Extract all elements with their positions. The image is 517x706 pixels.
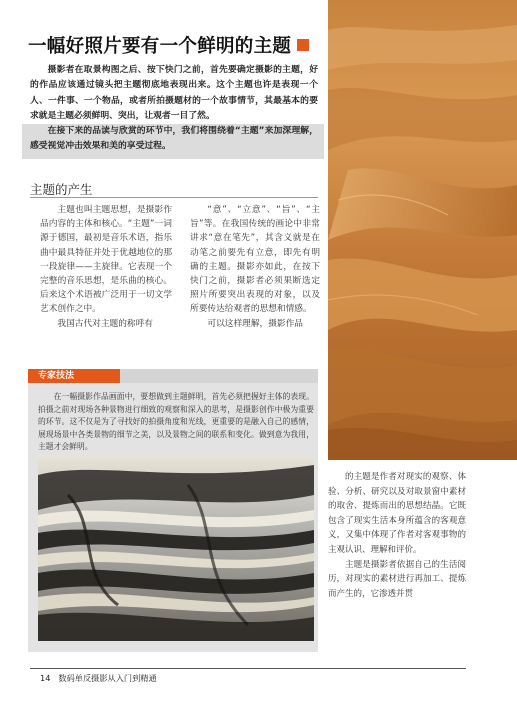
- section-heading: 主题的产生: [30, 182, 93, 197]
- page-footer: [40, 673, 157, 684]
- intro-lead: 摄影者在取景构图之后、按下快门之前，首先要确定摄影的主题，好的作品应该通过镜头把主题彻底地表现出来。这个主题也许是表现一个人、一件事、一个物品，或者所拍摄题材的一个故事情节，其最基本的要求就是主题必须鲜明、突出，让观者一目了然。: [30, 65, 318, 121]
- page-title: [28, 32, 318, 58]
- book-title: 数码单反摄影从入门到精通: [58, 673, 157, 683]
- text-column-far-right: [328, 470, 466, 601]
- rice-terraces-photo: [38, 455, 314, 641]
- paragraph: 可以这样理解，摄影作品: [207, 318, 303, 329]
- expert-tips-text: [38, 391, 314, 454]
- intro-highlight-band: [22, 124, 324, 159]
- paragraph: 的主题是作者对现实的观察、体验、分析、研究以及对取景窗中素材的取舍、提炼而出的思想结晶。它既包含了现实生活本身所蕴含的客观意义，又集中体现了作者对客观事物的主观认识、理解和评价。: [328, 472, 466, 555]
- paragraph: 主题是摄影者依据自己的生活阅历，对现实的素材进行再加工、提炼而产生的，它渗透并贯: [328, 559, 466, 599]
- text-column-right: [190, 203, 320, 331]
- paragraph: 主题也叫主题思想，是摄影作品内容的主体和核心。“主题”一词源于德国，最初是音乐术语，指乐曲中最具特征并处于优越地位的那一段旋律——主旋律。它表现一个完整的音乐思想，是乐曲的核心。后来这个术语被广泛用于一切文学艺术创作之中。: [40, 205, 172, 315]
- desert-dunes-photo: [328, 0, 517, 460]
- expert-tips-label: 专家技法: [28, 369, 120, 383]
- tips-paragraph: 在一幅摄影作品画面中，要想做到主题鲜明，首先必须把握好主体的表现。拍摄之前对现场各种景物进行细致的观察和深入的思考，是摄影创作中极为重要的环节。这不仅是为了寻找好的拍摄角度和光线，更重要的是融入自己的感情，展现场景中各类景物的细节之美，以及景物之间的联系和变化。做到意为我用，主题才会鲜明。: [38, 392, 314, 452]
- title-square-marker: [297, 39, 309, 51]
- intro-body: 在接下来的品读与欣赏的环节中，我们将围绕着“主题”来加深理解，感受视觉冲击效果和美的享受过程。: [30, 126, 318, 152]
- section-divider: [30, 197, 318, 198]
- text-column-left: [40, 203, 172, 331]
- intro-block: [30, 63, 318, 159]
- footer-divider: [30, 668, 466, 669]
- paragraph: “意”、“立意”、“旨”、“主旨”等。在我国传统的画论中非常讲求“意在笔先”，其含义就是在动笔之前要先有立意，即先有明确的主题。摄影亦如此，在按下快门之前，摄影者必须果断选定照片所要突出表现的对象，以及所要传达给观者的思想和情感。: [190, 205, 320, 315]
- page-title-text: 一幅好照片要有一个鲜明的主题: [28, 36, 292, 57]
- page-number: 14: [40, 673, 51, 683]
- paragraph: 我国古代对主题的称呼有: [57, 318, 153, 329]
- tips-header-stripe: [120, 369, 318, 383]
